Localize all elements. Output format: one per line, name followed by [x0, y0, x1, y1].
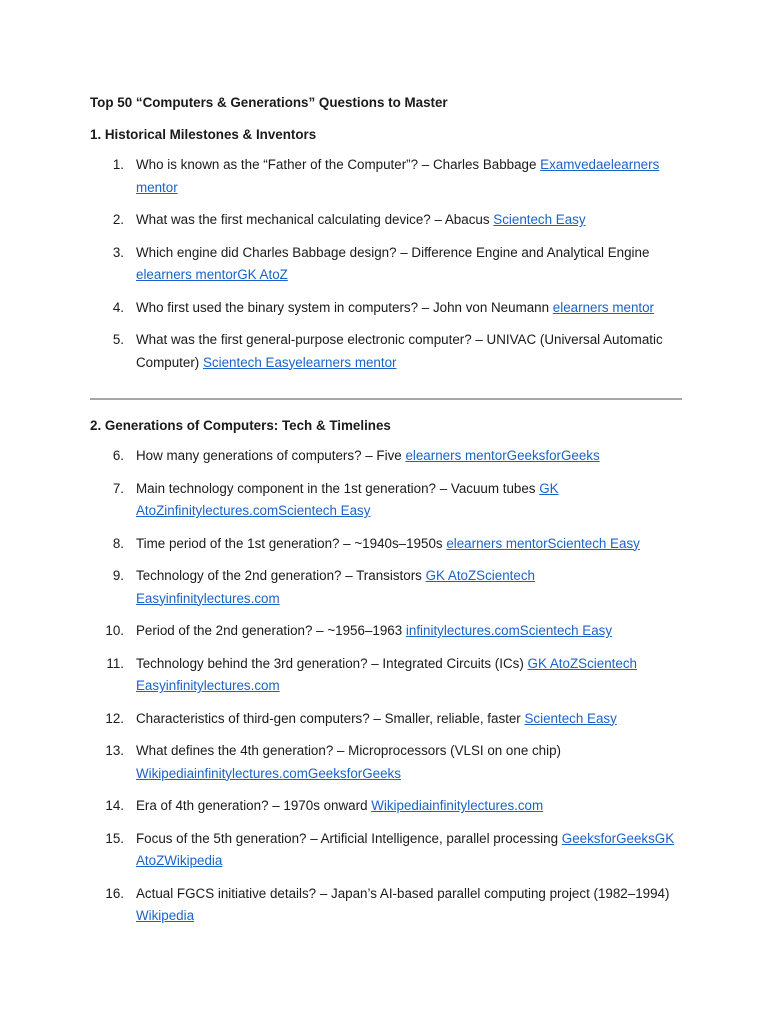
question-item — [90, 478, 682, 523]
question-item — [90, 533, 682, 556]
question-text: Period of the 2nd generation? – ~1956–1963 — [136, 623, 406, 638]
question-number: 15. — [105, 830, 124, 846]
source-link[interactable]: elearners mentorGeeksforGeeks — [405, 448, 600, 463]
document-title: Top 50 “Computers & Generations” Questions to Master — [90, 95, 448, 110]
question-item — [90, 297, 682, 320]
question-text: Who first used the binary system in computers? – John von Neumann — [136, 299, 553, 315]
question-text: Main technology component in the 1st generation? – Vacuum tubes — [136, 480, 540, 496]
question-number: 2. — [112, 212, 124, 227]
question-text: Actual FGCS initiative details? – Japan’s AI-based parallel computing project (1982–1994) — [136, 885, 670, 901]
question-item — [90, 828, 682, 873]
question-text: What was the first general-purpose electronic computer? – UNIVAC (Universal Automatic Computer) — [136, 332, 663, 370]
question-item — [90, 708, 682, 731]
question-text: Technology behind the 3rd generation? – Integrated Circuits (ICs) — [136, 655, 528, 671]
question-number: 10. — [105, 623, 124, 638]
source-link[interactable]: infinitylectures.comScientech Easy — [405, 623, 613, 638]
source-link[interactable]: GeeksforGeeksGK AtoZWikipedia — [136, 830, 675, 868]
section-heading-historical: 1. Historical Milestones & Inventors — [90, 127, 317, 142]
question-number: 4. — [112, 299, 124, 315]
source-link[interactable]: Examvedaelearners mentor — [136, 157, 660, 195]
source-link[interactable]: Wikipediainfinitylectures.com — [371, 798, 544, 813]
source-link[interactable]: elearners mentorScientech Easy — [446, 535, 640, 551]
question-text: Who is known as the “Father of the Computer”? – Charles Babbage — [136, 157, 541, 172]
question-item — [90, 620, 682, 643]
question-item — [90, 445, 682, 468]
question-item — [90, 565, 682, 610]
question-number: 16. — [105, 885, 124, 901]
question-text: Characteristics of third-gen computers? – Smaller, reliable, faster — [136, 710, 525, 726]
question-number: 12. — [105, 710, 124, 726]
question-item — [90, 209, 682, 232]
source-link[interactable]: Wikipedia — [136, 908, 195, 923]
question-number: 7. — [112, 480, 124, 496]
source-link[interactable]: Scientech Easy — [524, 710, 617, 726]
question-text: Technology of the 2nd generation? – Transistors — [136, 568, 426, 583]
source-link[interactable]: GK AtoZinfinitylectures.comScientech Easy — [136, 480, 559, 518]
question-item — [90, 242, 682, 287]
question-list-historical — [90, 154, 682, 374]
question-item — [90, 154, 682, 199]
question-number: 8. — [112, 535, 124, 551]
question-item — [90, 883, 682, 928]
question-item — [90, 653, 682, 698]
source-link[interactable]: Scientech Easyelearners mentor — [202, 354, 397, 370]
source-link[interactable]: Wikipediainfinitylectures.comGeeksforGeeks — [136, 765, 401, 781]
question-number: 13. — [105, 743, 124, 758]
source-link[interactable]: GK AtoZScientech Easyinfinitylectures.com — [136, 655, 637, 693]
question-number: 9. — [112, 568, 124, 583]
question-number: 5. — [112, 332, 124, 347]
section-heading-generations: 2. Generations of Computers: Tech & Timelines — [90, 418, 391, 433]
question-item — [90, 329, 682, 374]
question-number: 11. — [106, 655, 124, 671]
question-number: 14. — [105, 798, 124, 813]
question-text: What defines the 4th generation? – Microprocessors (VLSI on one chip) — [136, 743, 562, 758]
question-list-generations — [90, 445, 682, 928]
question-text: How many generations of computers? – Five — [136, 448, 406, 463]
question-item — [90, 740, 682, 785]
question-text: Era of 4th generation? – 1970s onward — [136, 798, 372, 813]
source-link[interactable]: elearners mentor — [552, 299, 655, 315]
question-text: What was the first mechanical calculating device? – Abacus — [136, 212, 494, 227]
source-link[interactable]: GK AtoZScientech Easyinfinitylectures.com — [136, 568, 535, 606]
section-divider — [90, 398, 682, 400]
source-link[interactable]: Scientech Easy — [493, 212, 586, 227]
question-text: Focus of the 5th generation? – Artificial Intelligence, parallel processing — [136, 830, 562, 846]
question-item — [90, 795, 682, 818]
source-link[interactable]: elearners mentorGK AtoZ — [136, 267, 288, 282]
question-text: Time period of the 1st generation? – ~1940s–1950s — [136, 535, 447, 551]
question-text: Which engine did Charles Babbage design? – Difference Engine and Analytical Engine — [136, 244, 650, 260]
question-number: 3. — [112, 244, 124, 260]
question-number: 1. — [112, 157, 124, 172]
question-number: 6. — [112, 448, 124, 463]
